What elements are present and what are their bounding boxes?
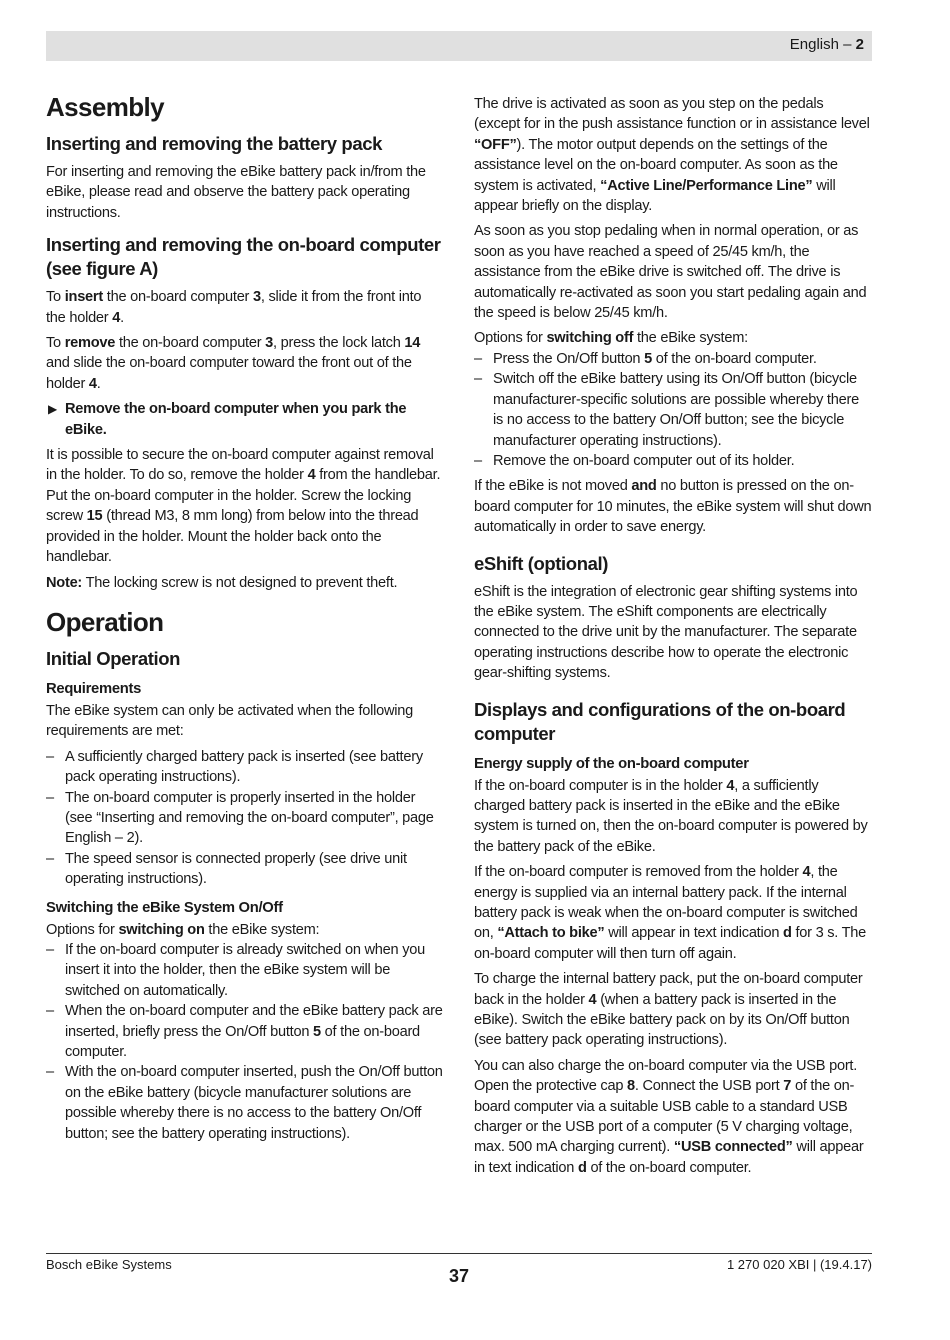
switch-on-list [46, 940, 444, 1144]
remove-paragraph: To remove the on-board computer 3, press the lock latch 14 and slide the on-board computer toward the front out of the holder 4. [46, 335, 421, 392]
assembly-title: Assembly [46, 92, 165, 122]
footer-doc-ref: 1 270 020 XBI | (19.4.17) [726, 1257, 872, 1272]
warning-note [46, 399, 444, 440]
header-language: English [789, 36, 839, 53]
warning-text: Remove the on-board computer when you park the eBike. [65, 401, 407, 438]
eshift-heading: eShift (optional) [474, 552, 608, 574]
energy-paragraph-1: If the on-board computer is in the holder 4, a sufficiently charged battery pack is inserted in the eBike and the eBike system is turned on, then the on-board computer is powered by the battery pack of the eBike. [474, 777, 868, 855]
initial-operation-heading: Initial Operation [46, 647, 181, 669]
list-item: – The on-board computer is properly inserted in the holder (see “Inserting and removing the on-board computer”, page English – 2). [46, 788, 444, 849]
insert-paragraph: To insert the on-board computer 3, slide it from the front into the holder 4. [46, 289, 422, 326]
displays-heading: Displays and configurations of the on-board computer [474, 698, 846, 744]
computer-heading: Inserting and removing the on-board computer (see figure A) [46, 234, 441, 280]
requirements-text: The eBike system can only be activated when the following requirements are met: [46, 702, 414, 740]
header-page: 2 [855, 36, 864, 53]
list-item: – If the on-board computer is already switched on when you insert it into the holder, then the eBike system will be switched on automatically. [46, 940, 444, 1001]
footer-company: Bosch eBike Systems [46, 1257, 172, 1272]
energy-paragraph-2: If the on-board computer is removed from the holder 4, the energy is supplied via an internal battery pack. If the internal battery pack is weak when the on-board computer is switched on, “Attach to bike” will appear in text indication d for 3 s. The on-board computer will then turn off again. [474, 864, 867, 962]
list-item: – The speed sensor is connected properly (see drive unit operating instructions). [46, 849, 444, 890]
energy-heading: Energy supply of the on-board computer [474, 755, 749, 772]
list-item: – When the on-board computer and the eBike battery pack are inserted, briefly press the On/Off button 5 of the on-board computer. [46, 1001, 444, 1062]
footer-divider [46, 1253, 872, 1254]
header-separator: – [838, 36, 856, 53]
page-header-bar [46, 31, 872, 61]
energy-paragraph-3: To charge the internal battery pack, put the on-board computer back in the holder 4 (when a battery pack is inserted in the eBike). Switch the eBike battery pack on by its On/Off button (see battery pack operating instructions). [474, 971, 863, 1049]
energy-paragraph-4: You can also charge the on-board computer via the USB port. Open the protective cap 8. Connect the USB port 7 of the on-board computer via a suitable USB cable to a standard USB charger or the USB port of a computer (5 V charging voltage, max. 500 mA charging current). “USB connected” will appear in text indication d of the on-board computer. [474, 1057, 864, 1176]
drive-paragraph: The drive is activated as soon as you step on the pedals (except for in the push assistance function or in assistance level “OFF”). The motor output depends on the settings of the assistance level on the on-board computer. As soon as the system is activated, “Active Line/Performance Line” will appear briefly on the display. [474, 96, 870, 215]
note-paragraph: Note: The locking screw is not designed to prevent theft. [46, 574, 398, 591]
requirements-list [46, 747, 444, 890]
list-item: – Remove the on-board computer out of its holder. [474, 451, 872, 471]
operation-title: Operation [46, 606, 164, 637]
page-number: 37 [448, 1266, 470, 1286]
options-off-paragraph: Options for switching off the eBike system: [474, 330, 748, 347]
triangle-bullet-icon: ▶ [48, 402, 57, 417]
switching-heading: Switching the eBike System On/Off [46, 899, 283, 916]
battery-heading: Inserting and removing the battery pack [46, 133, 382, 154]
pedal-paragraph: As soon as you stop pedaling when in normal operation, or as soon as you have reached a speed of 25/45 km/h, the assistance from the eBike drive is switched off. The drive is automatically re-activated as soon you start pedaling again and the speed is below 25/45 km/h. [474, 223, 867, 322]
header-language-page [790, 36, 864, 53]
not-moved-paragraph: If the eBike is not moved and no button is pressed on the on-board computer for 10 minutes, the eBike system will shut down automatically in order to save energy. [474, 478, 872, 536]
list-item: – With the on-board computer inserted, push the On/Off button on the eBike battery (bicycle manufacturer solutions are possible whereby there is no access to the battery On/Off button; see the battery operating instructions). [46, 1062, 444, 1144]
requirements-heading: Requirements [46, 680, 142, 697]
list-item: – Press the On/Off button 5 of the on-board computer. [474, 349, 872, 369]
battery-text: For inserting and removing the eBike battery pack in/from the eBike, please read and observe the battery pack operating instructions. [46, 164, 426, 221]
eshift-text: eShift is the integration of electronic gear shifting systems into the eBike system. The eShift components are electrically connected to the drive unit by the manufacturer. The separate operating instructions describe how to operate the electronic gear-shifting systems. [474, 583, 858, 682]
secure-paragraph: It is possible to secure the on-board computer against removal in the holder. To do so, remove the holder 4 from the handlebar. Put the on-board computer in the holder. Screw the locking screw 15 (thread M3, 8 mm long) from below into the thread provided in the holder. Mount the holder back onto the handlebar. [46, 447, 441, 566]
left-column [46, 88, 444, 1149]
list-item: – Switch off the eBike battery using its On/Off button (bicycle manufacturer-specific solutions are possible whereby there is no access to the battery On/Off button; see the bicycle manufacturer operating instructions). [474, 369, 872, 451]
right-column [474, 94, 872, 1183]
options-on-paragraph: Options for switching on the eBike system: [46, 921, 320, 938]
list-item: – A sufficiently charged battery pack is inserted (see battery pack operating instructions). [46, 747, 444, 788]
switch-off-list [474, 349, 872, 471]
